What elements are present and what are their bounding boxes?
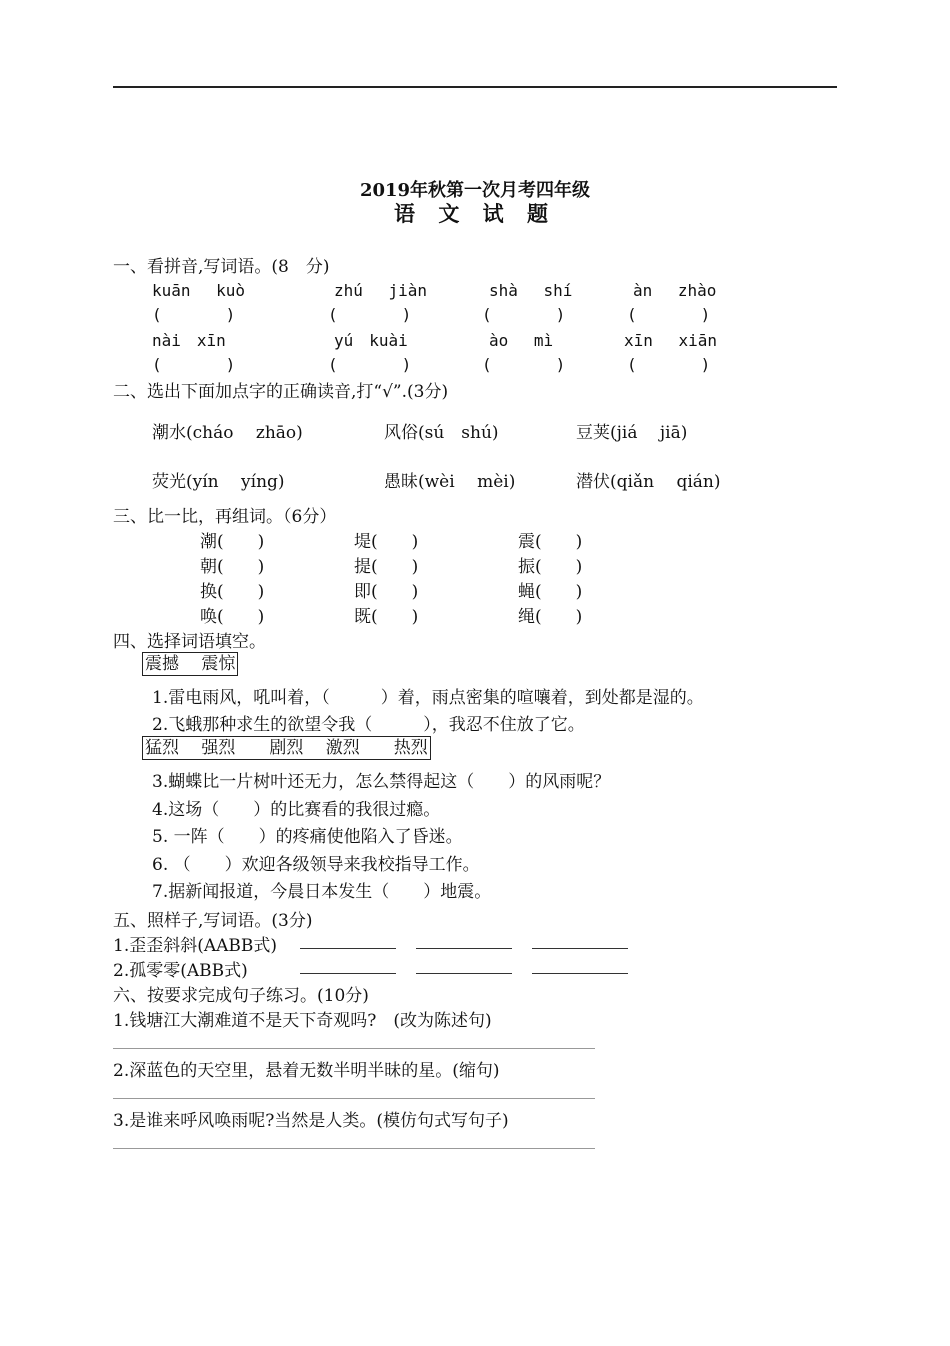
fill-question[interactable]: 3.蝴蝶比一片树叶还无力，怎么禁得起这（ ）的风雨呢？ <box>152 772 611 792</box>
exam-title: 2019年秋第一次月考四年级 <box>359 180 591 201</box>
fill-question[interactable]: 6. （ ）欢迎各级领导来我校指导工作。 <box>152 855 480 875</box>
compare-item[interactable]: 唤( ) <box>200 607 265 627</box>
compare-item[interactable]: 朝( ) <box>200 557 265 577</box>
section-2-heading: 二、选出下面加点字的正确读音,打“√”.(3分) <box>113 382 449 402</box>
answer-paren[interactable]: ( ) <box>482 305 566 324</box>
answer-paren[interactable]: ( ) <box>482 355 566 374</box>
word-box-2: 猛烈 强烈 剧烈 激烈 热烈 <box>142 736 431 760</box>
pinyin-5: nài xīn <box>152 331 226 350</box>
section-1-heading: 一、看拼音,写词语。(8 分) <box>113 257 330 277</box>
reading-item[interactable]: 潮水(cháo zhāo) <box>152 423 303 443</box>
answer-paren[interactable]: ( ) <box>627 355 711 374</box>
answer-line[interactable] <box>113 1048 595 1049</box>
header-rule <box>113 86 837 88</box>
reading-item[interactable]: 荧光(yín yíng) <box>152 472 285 492</box>
answer-blank[interactable] <box>416 948 512 949</box>
section-6-heading: 六、按要求完成句子练习。(10分) <box>113 986 369 1006</box>
answer-line[interactable] <box>113 1148 595 1149</box>
pinyin-4: àn zhào <box>633 281 717 300</box>
fill-question[interactable]: 7.据新闻报道，今晨日本发生（ ）地震。 <box>152 882 492 902</box>
section-5-heading: 五、照样子,写词语。(3分) <box>113 911 313 931</box>
sentence-question: 2.深蓝色的天空里，悬着无数半明半昧的星。(缩句) <box>113 1061 500 1081</box>
compare-item[interactable]: 提( ) <box>354 557 419 577</box>
answer-blank[interactable] <box>416 973 512 974</box>
compare-item[interactable]: 振( ) <box>518 557 583 577</box>
compare-item[interactable]: 即( ) <box>354 582 419 602</box>
pinyin-6: yú kuài <box>334 331 408 350</box>
pinyin-2: zhú jiàn <box>334 281 428 300</box>
sentence-question: 3.是谁来呼风唤雨呢?当然是人类。(模仿句式写句子) <box>113 1111 509 1131</box>
reading-item[interactable]: 豆荚(jiá jiā) <box>576 423 688 443</box>
answer-line[interactable] <box>113 1098 595 1099</box>
compare-item[interactable]: 蝇( ) <box>518 582 583 602</box>
pinyin-3: shà shí <box>489 281 573 300</box>
section-3-heading: 三、比一比，再组词。（6分） <box>113 507 337 527</box>
pinyin-7: ào mì <box>489 331 554 350</box>
compare-item[interactable]: 既( ) <box>354 607 419 627</box>
answer-paren[interactable]: ( ) <box>328 355 412 374</box>
compare-item[interactable]: 潮( ) <box>200 532 265 552</box>
fill-question[interactable]: 4.这场（ ）的比赛看的我很过瘾。 <box>152 800 441 820</box>
fill-question[interactable]: 1.雷电雨风，吼叫着，（ ）着，雨点密集的喧嚷着，到处都是湿的。 <box>152 688 704 708</box>
compare-item[interactable]: 震( ) <box>518 532 583 552</box>
subject-title: 语 文 试 题 <box>394 201 556 226</box>
pinyin-1: kuān kuò <box>152 281 246 300</box>
reading-item[interactable]: 风俗(sú shú) <box>384 423 499 443</box>
answer-blank[interactable] <box>532 973 628 974</box>
pattern-1: 1.歪歪斜斜(AABB式) <box>113 936 278 956</box>
answer-paren[interactable]: ( ) <box>627 305 711 324</box>
answer-blank[interactable] <box>300 973 396 974</box>
reading-item[interactable]: 潜伏(qiǎn qián) <box>576 472 721 492</box>
pattern-2: 2.孤零零(ABB式) <box>113 961 248 981</box>
compare-item[interactable]: 绳( ) <box>518 607 583 627</box>
answer-paren[interactable]: ( ) <box>152 355 236 374</box>
answer-paren[interactable]: ( ) <box>328 305 412 324</box>
answer-paren[interactable]: ( ) <box>152 305 236 324</box>
compare-item[interactable]: 堤( ) <box>354 532 419 552</box>
answer-blank[interactable] <box>300 948 396 949</box>
section-4-heading: 四、选择词语填空。 <box>113 632 266 652</box>
answer-blank[interactable] <box>532 948 628 949</box>
compare-item[interactable]: 换( ) <box>200 582 265 602</box>
fill-question[interactable]: 5. 一阵（ ）的疼痛使他陷入了昏迷。 <box>152 827 463 847</box>
pinyin-8: xīn xiān <box>624 331 718 350</box>
reading-item[interactable]: 愚昧(wèi mèi) <box>384 472 516 492</box>
fill-question[interactable]: 2.飞蛾那种求生的欲望令我（ ），我忍不住放了它。 <box>152 715 585 735</box>
word-box-1: 震撼 震惊 <box>142 652 238 676</box>
sentence-question: 1.钱塘江大潮难道不是天下奇观吗? (改为陈述句) <box>113 1011 492 1031</box>
